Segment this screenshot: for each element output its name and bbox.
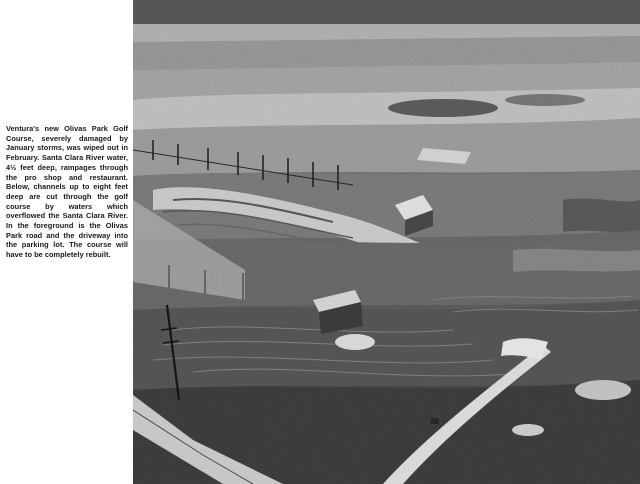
photo-caption: Ventura's new Olivas Park Golf Course, severely damaged by January storms, was wiped out in February. Santa Clara River water, 4½ feet deep, rampages through the pro shop and restaurant. Below, channels up to eight feet deep are cut through the golf course by waters which overflowed the Santa Clara River. In the foreground is the Olivas Park road and the driveway into the parking lot. The course will have to be completely rebuilt. — [6, 124, 128, 260]
aerial-flood-photo — [133, 0, 640, 484]
